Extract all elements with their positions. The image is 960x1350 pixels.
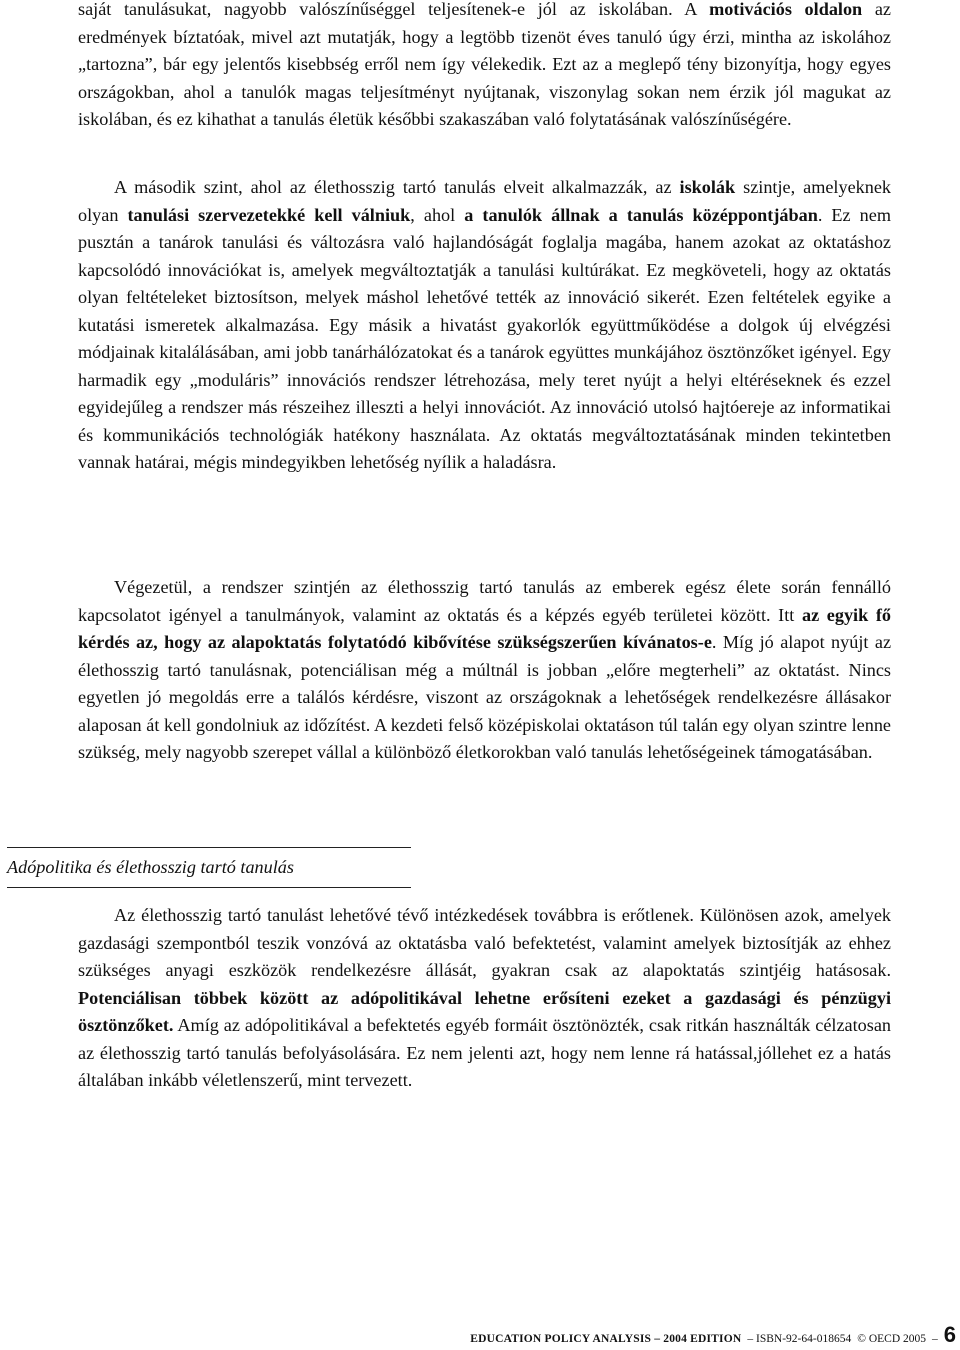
body-paragraph-4 [78, 902, 891, 1095]
text-run: Az élethosszig tartó tanulást lehetővé tévő intézkedések továbbra is erőtlenek. Különösen azok, amelyek gazdasági szempontból teszik vonzóvá az oktatásba való befektetést, valamint amelyek biztosítják az ehhez szükséges anyagi eszközök rendelkezésre állását, gyakran csak az alapoktatás szintjéig hatásosak. [78, 905, 891, 980]
section-heading: Adópolitika és élethosszig tartó tanulás [7, 847, 411, 888]
footer-publication-title: EDUCATION POLICY ANALYSIS – 2004 EDITION [470, 1333, 742, 1345]
text-run: , ahol [410, 204, 465, 225]
bold-text-run: az egyik fő kérdés az, hogy az alapoktatás folytatódó kibővítése szükségszerűen kívánatos-e [78, 604, 891, 652]
bold-text-run: tanulási szervezetekké kell válniuk [127, 204, 411, 225]
text-run: A második szint, ahol az élethosszig tartó tanulás elveit alkalmazzák, az [114, 177, 680, 197]
bold-text-run: motivációs oldalon [709, 0, 863, 19]
text-run: . Míg jó alapot nyújt az élethosszig tartó tanulásnak, potenciálisan még a múltnál is jobban „előre megterheli” az oktatást. Nincs egyetlen jó megoldás erre a találós kérdésre, viszont az országoknak a lehetőségek rendelkezésre állásakor alaposan át kell gondolniuk az időzítést. A kezdeti felső középiskolai oktatáson túl talán egy olyan szintre lenne szükség, mely nagyobb szerepet vállal a különböző életkorokban való tanulás lehetőségeinek támogatásában. [78, 632, 892, 762]
text-run: az eredmények bíztatóak, mivel azt mutatják, hogy a legtöbb tizenöt éves tanuló úgy érzi, mintha az iskolához „tartozna”, bár egy jelentős kisebbség erről nem így vélekedik. Ezt az a meglepő tény bizonyítja, hogy egyes országokban, ahol a tanulók magas teljesítményt nyújtanak, viszonylag sokan nem érzik jól magukat az iskolában, és ez kihathat a tanulás életük későbbi szakaszában való folytatásának valószínűségére. [78, 0, 891, 129]
footer-copyright: © OECD 2005 [857, 1333, 926, 1345]
page-number: 6 [943, 1322, 956, 1347]
body-paragraph-1 [78, 0, 891, 134]
text-run: Amíg az adópolitikával a befektetés egyéb formáit ösztönözték, csak ritkán használták célzatosan az élethosszig tartó tanulás befolyásolására. Ez nem jelenti azt, hogy nem lenne rá hatással,jóllehet ez a hatás általában inkább véletlenszerű, mint tervezett. [78, 1015, 891, 1090]
bold-text-run: a tanulók állnak a tanulás középpontjában [464, 204, 818, 225]
bold-text-run: Potenciálisan többek között az adópolitikával lehetne erősíteni ezeket a gazdasági és pénzügyi ösztönzőket. [78, 987, 891, 1035]
body-paragraph-2 [78, 174, 891, 477]
footer-dash: – [932, 1333, 938, 1345]
bold-text-run: iskolák [679, 177, 736, 197]
page-footer [470, 1322, 956, 1348]
body-paragraph-3 [78, 574, 891, 767]
text-run: szintje, amelyeknek olyan [78, 177, 891, 225]
text-run: saját tanulásukat, nagyobb valószínűséggel teljesítenek-e jól az iskolában. A [78, 0, 710, 19]
text-run: . Ez nem pusztán a tanárok tanulási és változásra való hajlandóságát foglalja magába, hanem azokat az oktatáshoz kapcsolódó innovációkat is, amelyek megváltoztatják a tanulási kultúrákat. Ez megköveteli, hogy az oktatás olyan feltételeket biztosítson, melyek máshol lehetővé tették az innováció sikerét. Ezen feltételek egyike a kutatási ismeretek alkalmazása. Egy másik a hivatást gyakorlók együttműködése a dolgok új elvégzési módjainak kitalálásában, ami jobb tanárhálózatokat és a tanárok együttes munkájához ösztönzőket igényel. Egy harmadik egy „moduláris” innovációs rendszer létrehozása, mely teret nyújt a helyi eltéréseknek és ezzel egyidejűleg a rendszer más részeihez illeszti a helyi innovációt. Az innováció utolsó hajtóereje az informatikai és kommunikációs technológiák hatékony használata. Az oktatás megváltoztatásának minden tekintetben vannak határai, mégis mindegyikben lehetőség nyílik a haladásra. [78, 204, 891, 472]
text-run: Végezetül, a rendszer szintjén az élethosszig tartó tanulás az emberek egész élete során fennálló kapcsolatot igényel a tanulmányok, valamint az oktatás és a képzés egyéb területei között. Itt [78, 577, 891, 625]
footer-isbn: – ISBN-92-64-018654 [747, 1333, 852, 1345]
